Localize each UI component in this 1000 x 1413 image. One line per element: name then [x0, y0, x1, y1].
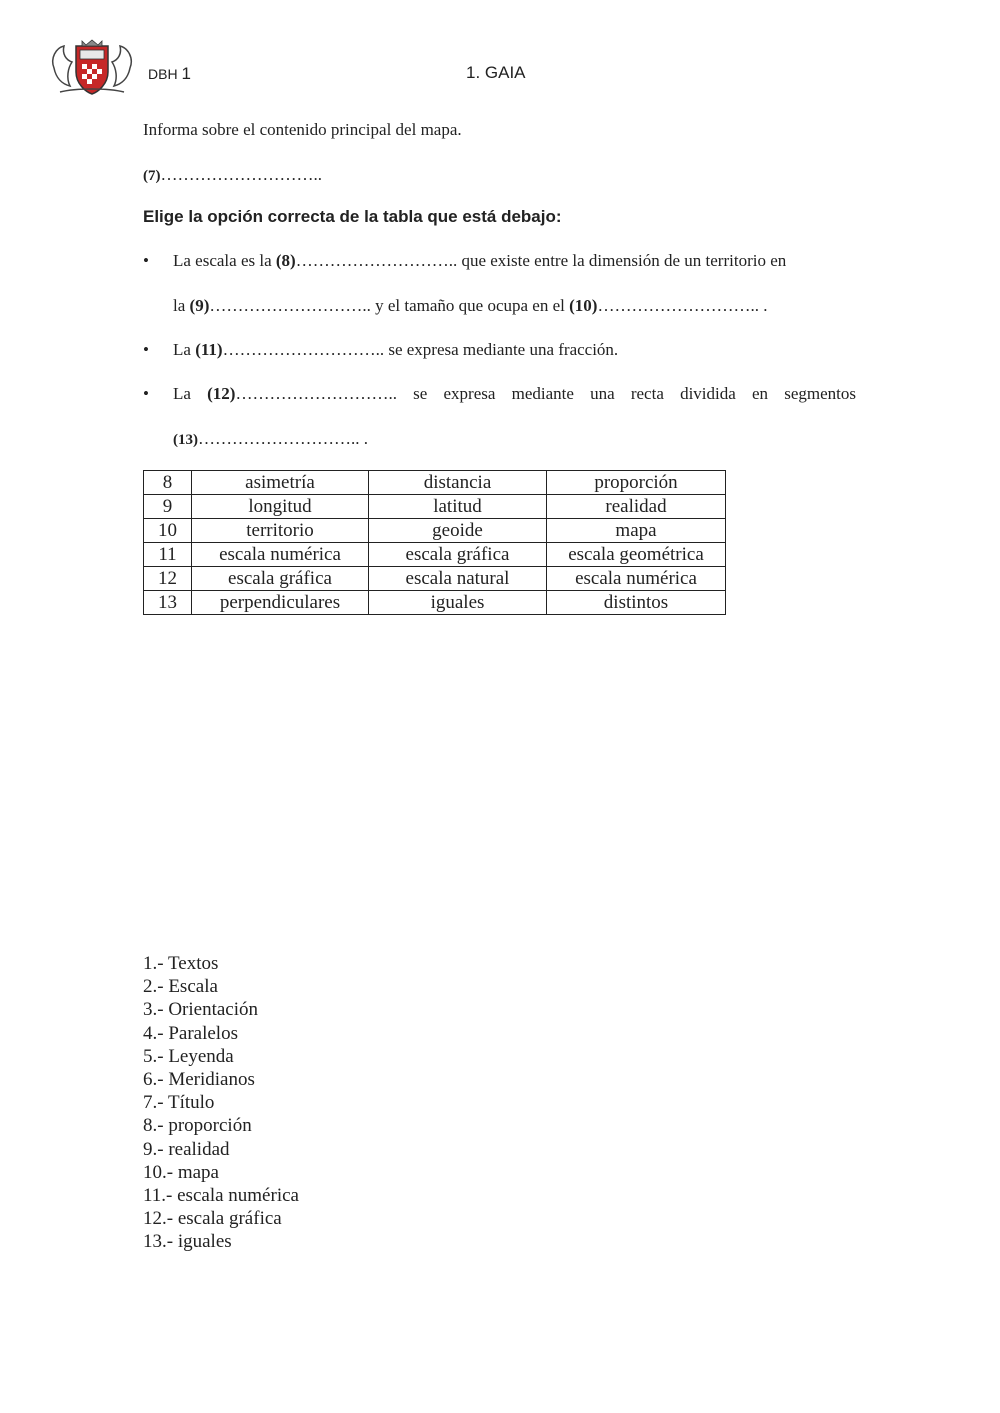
blank-7	[143, 165, 322, 185]
s1-end: .	[763, 296, 768, 315]
s3-end: .	[363, 429, 368, 448]
blank-8-dots: ………………………..	[295, 251, 458, 270]
table-row	[144, 591, 726, 615]
s3-word: segmentos	[784, 384, 856, 403]
s2-text-a: La	[173, 340, 191, 359]
blank-7-number: (7)	[143, 168, 161, 184]
list-item: 11.- escala numérica	[143, 1185, 299, 1207]
blank-12-number: (12)	[207, 384, 236, 403]
s3-word: se	[413, 384, 428, 403]
table-cell: longitud	[192, 495, 369, 519]
blank-12-dots: ………………………..	[235, 384, 397, 403]
s1-text-b: que existe entre la dimensión de un territorio en	[461, 251, 787, 270]
table-cell: 8	[144, 471, 192, 495]
options-table	[143, 470, 726, 615]
table-row	[144, 471, 726, 495]
course-prefix: DBH	[148, 66, 178, 82]
table-cell: geoide	[369, 519, 547, 543]
blank-13-number: (13)	[173, 432, 198, 448]
bullet-1: •	[143, 251, 149, 270]
list-item: 6.- Meridianos	[143, 1069, 255, 1091]
instruction-heading: Elige la opción correcta de la tabla que está debajo:	[143, 207, 562, 226]
table-cell: proporción	[547, 471, 726, 495]
s3-word: recta	[630, 384, 664, 403]
table-cell: 10	[144, 519, 192, 543]
list-item: 7.- Título	[143, 1092, 215, 1114]
course-label	[148, 64, 191, 84]
table-cell: distintos	[547, 591, 726, 615]
coat-of-arms-logo	[46, 38, 138, 98]
table-cell: escala geométrica	[547, 543, 726, 567]
table-cell: iguales	[369, 591, 547, 615]
table-cell: escala gráfica	[369, 543, 547, 567]
s3-word: mediante	[511, 384, 574, 403]
table-cell: 12	[144, 567, 192, 591]
sentence-2	[173, 340, 618, 360]
table-cell: 11	[144, 543, 192, 567]
table-cell: perpendiculares	[192, 591, 369, 615]
blank-10-number: (10)	[569, 296, 598, 315]
table-cell: territorio	[192, 519, 369, 543]
sentence-3-line-1	[173, 384, 856, 404]
table-cell: 13	[144, 591, 192, 615]
sentence-1-line-1	[173, 251, 786, 271]
table-row	[144, 543, 726, 567]
list-item: 1.- Textos	[143, 953, 219, 974]
answer-list	[143, 952, 299, 1254]
s3-word: expresa	[443, 384, 496, 403]
table-cell: distancia	[369, 471, 547, 495]
blank-8-number: (8)	[275, 251, 296, 270]
blank-11-dots: ………………………..	[222, 340, 385, 359]
sentence-1-line-2	[173, 296, 767, 316]
list-item: 2.- Escala	[143, 976, 218, 998]
blank-10-dots: ………………………..	[597, 296, 759, 315]
table-row	[144, 495, 726, 519]
s2-text-b: se expresa mediante una fracción.	[388, 340, 619, 359]
table-cell: mapa	[547, 519, 726, 543]
s1-text-c: la	[173, 296, 186, 315]
table-cell: 9	[144, 495, 192, 519]
s3-word: en	[751, 384, 769, 403]
blank-11-number: (11)	[195, 340, 223, 359]
blank-13-dots: ………………………..	[198, 429, 360, 448]
bullet-3: •	[143, 384, 149, 403]
bullet-2: •	[143, 340, 149, 359]
course-number: 1	[181, 64, 191, 83]
table-cell: escala gráfica	[192, 567, 369, 591]
list-item: 9.- realidad	[143, 1138, 230, 1160]
intro-text: Informa sobre el contenido principal del mapa.	[143, 120, 462, 139]
sentence-3-line-2	[173, 429, 368, 449]
table-row	[144, 567, 726, 591]
table-cell: escala natural	[369, 567, 547, 591]
list-item: 12.- escala gráfica	[143, 1208, 282, 1230]
s3-word: dividida	[680, 384, 736, 403]
blank-7-dots: ………………………..	[160, 165, 322, 184]
list-item: 5.- Leyenda	[143, 1045, 234, 1067]
list-item: 13.- iguales	[143, 1231, 232, 1253]
blank-12	[207, 384, 397, 404]
table-cell: escala numérica	[547, 567, 726, 591]
table-cell: escala numérica	[192, 543, 369, 567]
blank-9-number: (9)	[189, 296, 210, 315]
list-item: 4.- Paralelos	[143, 1022, 238, 1044]
s1-text-d: y el tamaño que ocupa en el	[375, 296, 565, 315]
blank-9-dots: ………………………..	[209, 296, 371, 315]
table-row	[144, 519, 726, 543]
s3-text-a: La	[173, 384, 191, 403]
page-title: 1. GAIA	[466, 63, 526, 82]
s1-text-a: La escala es la	[173, 251, 272, 270]
list-item: 8.- proporción	[143, 1115, 252, 1137]
list-item: 10.- mapa	[143, 1161, 219, 1183]
s3-word: una	[590, 384, 615, 403]
list-item: 3.- Orientación	[143, 999, 259, 1021]
table-cell: asimetría	[192, 471, 369, 495]
table-cell: realidad	[547, 495, 726, 519]
table-cell: latitud	[369, 495, 547, 519]
